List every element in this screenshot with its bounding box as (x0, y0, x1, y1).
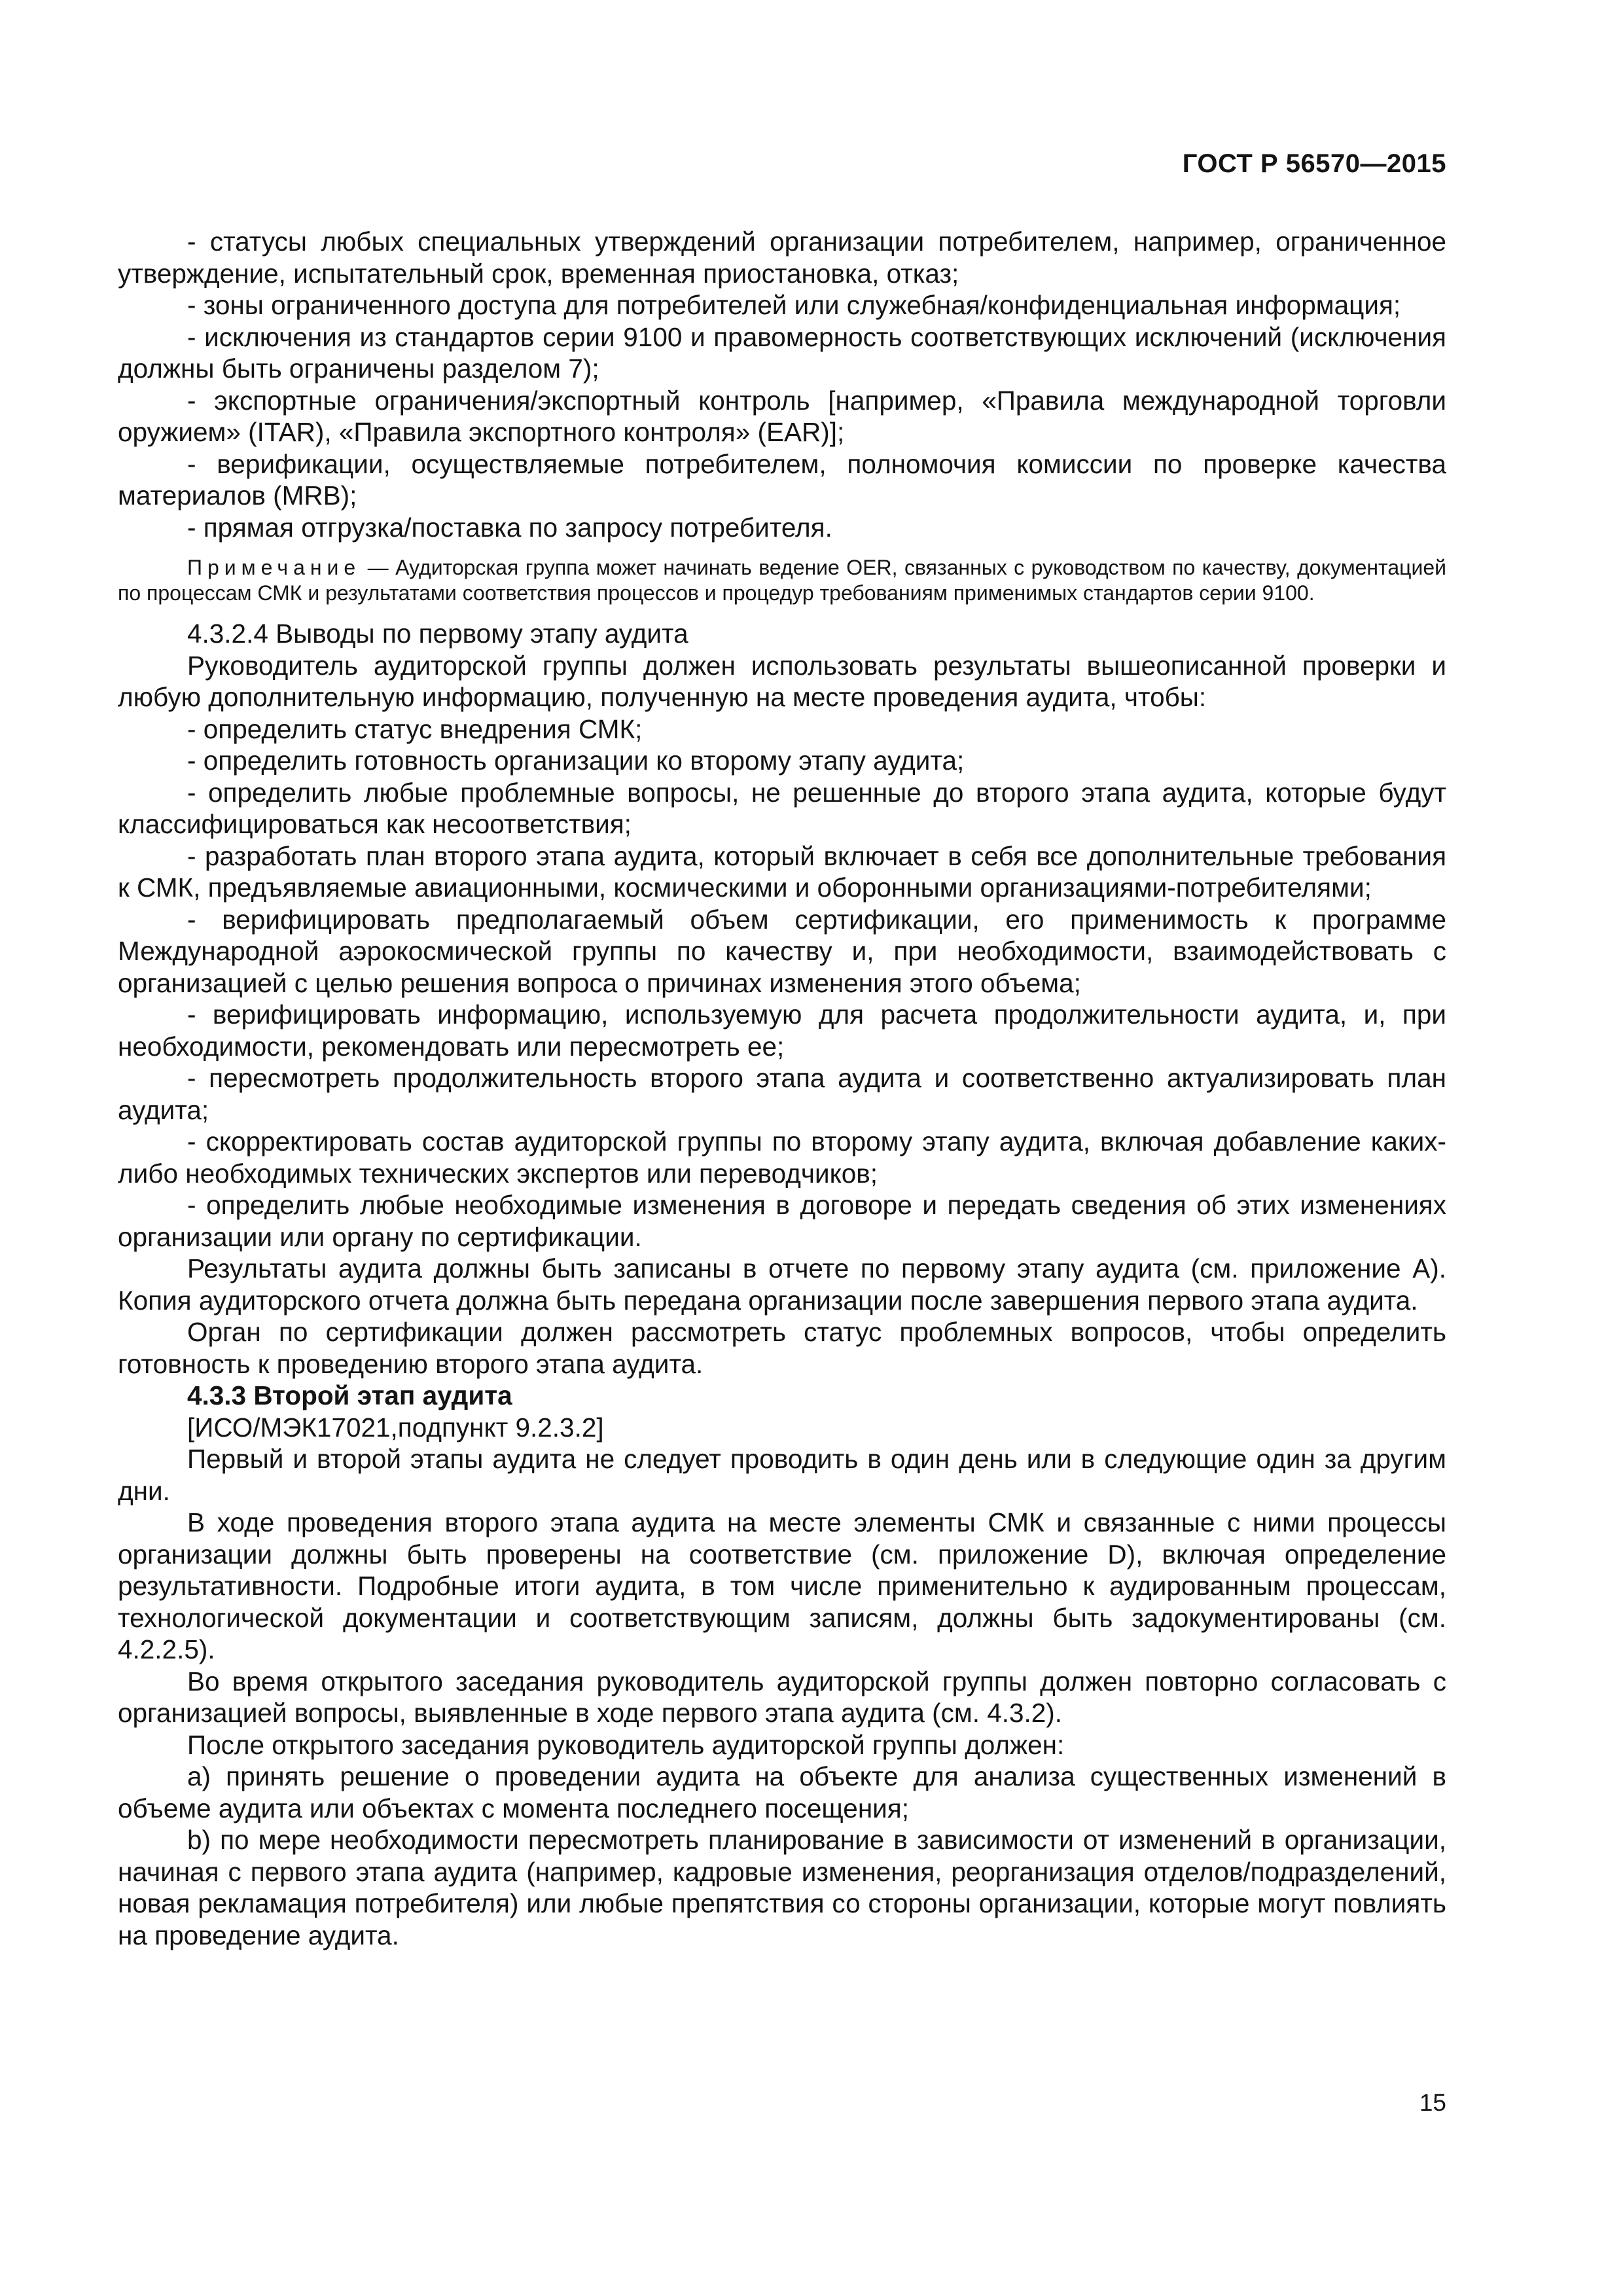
paragraph: Результаты аудита должны быть записаны в отчете по первому этапу аудита (см. приложение А). Копия аудиторского отчета должна быть передана организации после завершения первого этапа аудита. (118, 1253, 1446, 1316)
paragraph: - определить любые проблемные вопросы, не решенные до второго этапа аудита, которые будут классифицироваться как несоответствия; (118, 777, 1446, 839)
list-item: b) по мере необходимости пересмотреть планирование в зависимости от изменений в организации, начиная с первого этапа аудита (например, кадровые изменения, реорганизация отделов/подразделений, новая рекламация потребителя) или любые препятствия со стороны организации, которые могут повлиять на проведение аудита. (118, 1825, 1446, 1950)
paragraph: - зоны ограниченного доступа для потребителей или служебная/конфиденциальная информация; (187, 290, 1401, 320)
list-item: a) принять решение о проведении аудита на объекте для анализа существенных изменений в объеме аудита или объектах с момента последнего посещения; (118, 1761, 1446, 1823)
document-body (118, 226, 1446, 1951)
paragraph: - определить статус внедрения СМК; (187, 713, 643, 744)
paragraph: - разработать план второго этапа аудита, который включает в себя все дополнительные требования к СМК, предъявляемые авиационными, космическими и оборонными организациями-потребителями; (118, 840, 1446, 903)
paragraph: В ходе проведения второго этапа аудита на месте элементы СМК и связанные с ними процессы организации должны быть проверены на соответствие (см. приложение D), включая определение результативности. Подробные итоги аудита, в том числе применительно к аудированным процессам, технологической документации и соответствующим записям, должны быть задокументированы (см. 4.2.2.5). (118, 1507, 1446, 1664)
paragraph: - пересмотреть продолжительность второго этапа аудита и соответственно актуализировать план аудита; (118, 1063, 1446, 1125)
paragraph: - верифицировать информацию, используемую для расчета продолжительности аудита, и, при необходимости, рекомендовать или пересмотреть ее; (118, 999, 1446, 1062)
paragraph: - исключения из стандартов серии 9100 и правомерность соответствующих исключений (исключения должны быть ограничены разделом 7); (118, 321, 1446, 384)
paragraph: - верифицировать предполагаемый объем сертификации, его применимость к программе Международной аэрокосмической группы по качеству и, при необходимости, взаимодействовать с организацией с целью решения вопроса о причинах изменения этого объема; (118, 904, 1446, 998)
paragraph: - прямая отгрузка/поставка по запросу потребителя. (187, 512, 832, 543)
paragraph: - определить готовность организации ко второму этапу аудита; (187, 745, 965, 776)
page-number: 15 (1419, 2089, 1446, 2116)
note-paragraph (118, 555, 1446, 606)
paragraph: - скорректировать состав аудиторской группы по второму этапу аудита, включая добавление каких-либо необходимых технических экспертов или переводчиков; (118, 1126, 1446, 1189)
paragraph: Руководитель аудиторской группы должен использовать результаты вышеописанной проверки и любую дополнительную информацию, полученную на месте проведения аудита, чтобы: (118, 650, 1446, 712)
paragraph: - верификации, осуществляемые потребителем, полномочия комиссии по проверке качества материалов (MRB); (118, 448, 1446, 511)
paragraph: - статусы любых специальных утверждений организации потребителем, например, ограниченное утверждение, испытательный срок, временная приостановка, отказ; (118, 226, 1446, 289)
paragraph: Первый и второй этапы аудита не следует проводить в один день или в следующие один за другим дни. (118, 1444, 1446, 1506)
note-text: — Аудиторская группа может начинать ведение OER, связанных с руководством по качеству, документацией по процессам СМК и результатами соответствия процессов и процедур требованиям применимых стандартов серии 9100. (118, 556, 1446, 605)
reference-line: [ИСО/МЭК17021,подпункт 9.2.3.2] (187, 1412, 604, 1443)
paragraph: Орган по сертификации должен рассмотреть статус проблемных вопросов, чтобы определить готовность к проведению второго этапа аудита. (118, 1317, 1446, 1379)
paragraph: После открытого заседания руководитель аудиторской группы должен: (187, 1729, 1065, 1760)
paragraph: Во время открытого заседания руководитель аудиторской группы должен повторно согласовать с организацией вопросы, выявленные в ходе первого этапа аудита (см. 4.3.2). (118, 1666, 1446, 1728)
section-title: 4.3.2.4 Выводы по первому этапу аудита (187, 619, 688, 649)
standard-code-header: ГОСТ Р 56570—2015 (1182, 149, 1446, 178)
note-label: Примечание (187, 556, 361, 579)
section-heading: 4.3.3 Второй этап аудита (187, 1380, 512, 1410)
paragraph: - определить любые необходимые изменения в договоре и передать сведения об этих изменениях организации или органу по сертификации. (118, 1190, 1446, 1252)
paragraph: - экспортные ограничения/экспортный контроль [например, «Правила международной торговли оружием» (ITAR), «Правила экспортного контроля» (EAR)]; (118, 385, 1446, 447)
